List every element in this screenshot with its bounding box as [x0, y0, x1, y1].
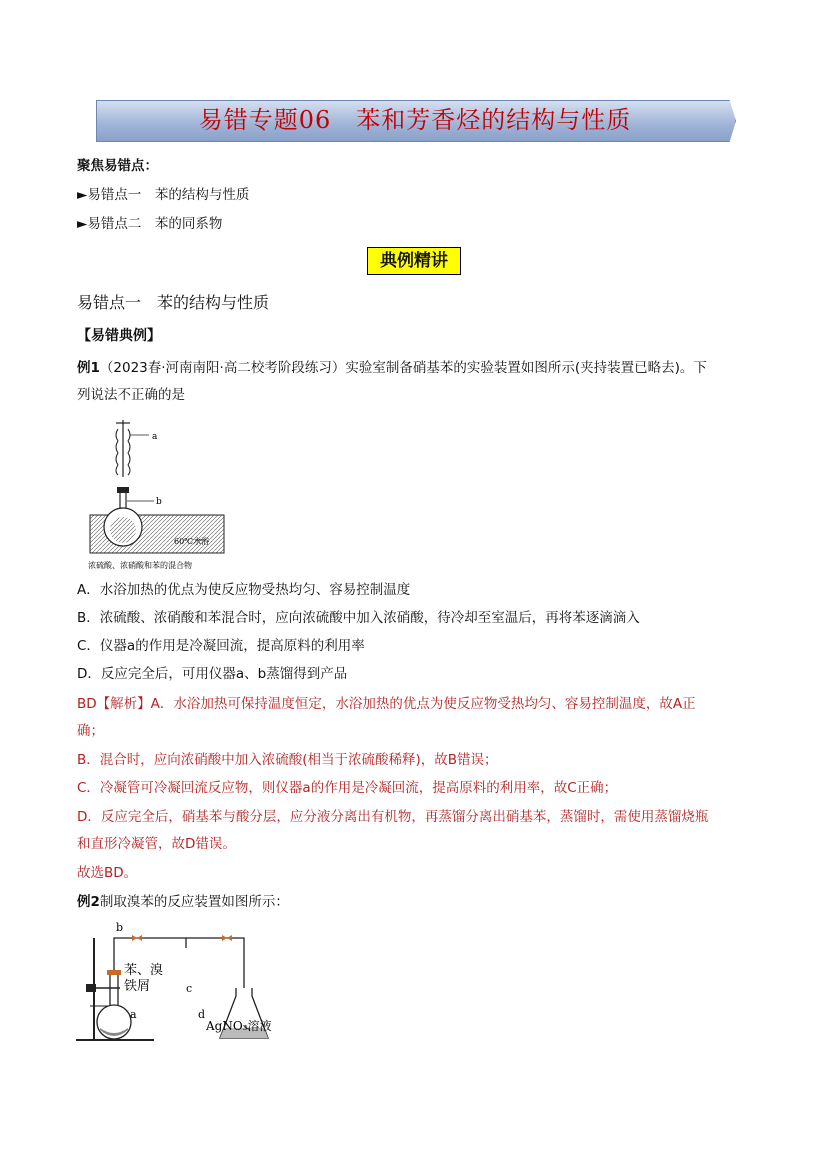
example1-option-a: A．水浴加热的优点为使反应物受热均匀、容易控制温度	[77, 582, 411, 598]
page-title: 易错专题06 苯和芳香烃的结构与性质	[198, 106, 632, 134]
figure1-caption: 浓硫酸、浓硝酸和苯的混合物	[88, 561, 192, 570]
focus-label: 聚焦易错点：	[77, 158, 158, 174]
answer-line-3: B．混合时，应向浓硝酸中加入浓硫酸(相当于浓硫酸稀释)，故B错误；	[77, 752, 498, 768]
figure2-solution-label: AgNO₃溶液	[206, 1019, 272, 1033]
figure2-label-b: b	[116, 921, 124, 934]
answer-line-2: 确；	[77, 723, 104, 739]
answer-line-1: BD【解析】A．水浴加热可保持温度恒定，水浴加热的优点为使反应物受热均匀、容易控制温度，故A正	[77, 696, 696, 712]
focus-item-1: ►易错点一 苯的结构与性质	[77, 187, 250, 203]
figure1-label-b: b	[156, 497, 162, 507]
answer-line-7: 故选BD。	[77, 865, 138, 881]
figure1-bath-label: 60℃水浴	[174, 537, 210, 546]
answer-line-5: D．反应完全后，硝基苯与酸分层，应分液分离出有机物，再蒸馏分离出硝基苯，蒸馏时，需使用蒸馏烧瓶	[77, 809, 709, 825]
example2-stem: 例2制取溴苯的反应装置如图所示：	[77, 894, 289, 910]
figure2-label-c: c	[186, 982, 193, 995]
answer-line-6: 和直形冷凝管，故D错误。	[77, 836, 236, 852]
section-heading: 易错点一 苯的结构与性质	[77, 293, 270, 312]
figure2-reagent-line2: 铁屑	[124, 979, 151, 994]
section-badge: 典例精讲	[367, 247, 461, 275]
focus-item-2: ►易错点二 苯的同系物	[77, 216, 223, 232]
example1-option-d: D．反应完全后，可用仪器a、b蒸馏得到产品	[77, 666, 348, 682]
example2-label: 例2	[77, 894, 100, 910]
figure2-label-a: a	[130, 1008, 137, 1021]
example1-option-b: B．浓硫酸、浓硝酸和苯混合时，应向浓硫酸中加入浓硝酸，待冷却至室温后，再将苯逐滴滴入	[77, 610, 640, 626]
example1-label: 例1	[77, 360, 100, 376]
answer-line-4: C．冷凝管可冷凝回流反应物，则仪器a的作用是冷凝回流，提高原料的利用率，故C正确；	[77, 780, 618, 796]
section-tag: 【易错典例】	[77, 328, 161, 344]
figure2-label-d: d	[198, 1008, 206, 1021]
example1-stem-line1: 例1（2023春·河南南阳·高二校考阶段练习）实验室制备硝基苯的实验装置如图所示(夹持装置已略去)。下	[77, 360, 707, 376]
figure1-label-a: a	[152, 432, 158, 442]
example1-stem-line2: 列说法不正确的是	[77, 387, 185, 403]
figure2-reagent-line1: 苯、溴	[124, 963, 164, 978]
example1-option-c: C．仪器a的作用是冷凝回流，提高原料的利用率	[77, 638, 365, 654]
bromobenzene-apparatus-figure	[74, 918, 324, 1046]
nitrobenzene-apparatus-figure	[86, 415, 256, 575]
